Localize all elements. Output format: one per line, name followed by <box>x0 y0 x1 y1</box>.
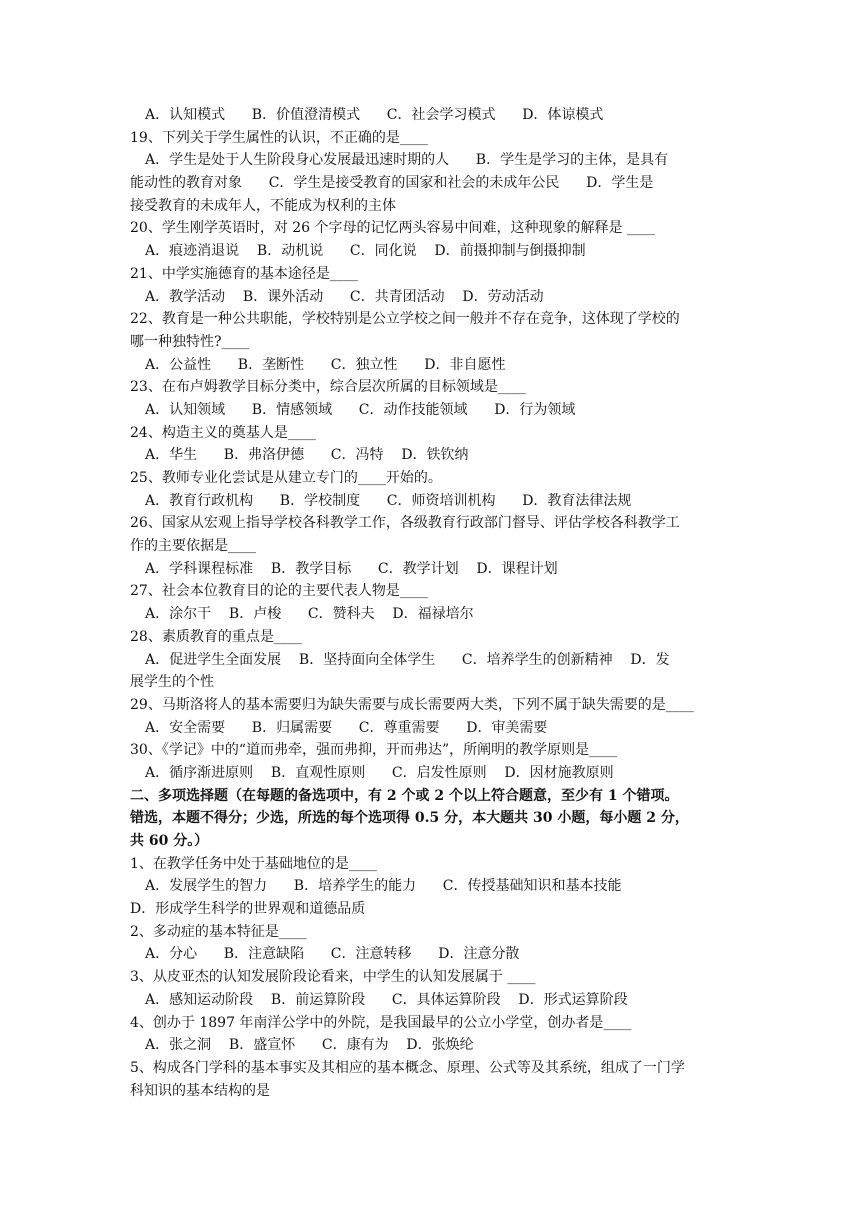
continuation-line: 哪一种独特性?____ <box>130 333 250 350</box>
options-line: A．认知领域 B．情感领域 C．动作技能领域 D．行为领域 <box>145 401 576 418</box>
section-heading-line: 共 60 分。） <box>130 833 209 849</box>
section-heading-line: 二、多项选择题（在每题的备选项中，有 2 个或 2 个以上符合题意，至少有 1 个错项。 <box>130 787 679 804</box>
options-line: A．涂尔干 B．卢梭 C．赞科夫 D．福禄培尔 <box>145 606 474 623</box>
question-line: 4、创办于 1897 年南洋公学中的外院，是我国最早的公立小学堂，创办者是____ <box>130 1014 632 1031</box>
options-line: A．循序渐进原则 B．直观性原则 C．启发性原则 D．因材施教原则 <box>145 764 614 781</box>
continuation-line: 接受教育的未成年人，不能成为权利的主体 <box>130 197 396 214</box>
options-line: A．分心 B．注意缺陷 C．注意转移 D．注意分散 <box>145 946 520 963</box>
question-line: 28、素质教育的重点是____ <box>130 628 302 645</box>
options-line: A．安全需要 B．归属需要 C．尊重需要 D．审美需要 <box>145 719 548 736</box>
continuation-line: 能动性的教育对象 C．学生是接受教育的国家和社会的未成年公民 D．学生是 <box>130 175 654 192</box>
options-line: A．教育行政机构 B．学校制度 C．师资培训机构 D．教育法律法规 <box>145 492 632 509</box>
question-line: 29、马斯洛将人的基本需要归为缺失需要与成长需要两大类，下列不属于缺失需要的是____ <box>130 696 694 713</box>
question-line: 30、《学记》中的“道而弗牵，强而弗抑，开而弗达”，所阐明的教学原则是____ <box>130 742 618 759</box>
question-line: 27、社会本位教育目的论的主要代表人物是____ <box>130 583 428 600</box>
question-line: 5、构成各门学科的基本事实及其相应的基本概念、原理、公式等及其系统，组成了一门学 <box>130 1059 685 1076</box>
question-line: 21、中学实施德育的基本途径是____ <box>130 265 358 282</box>
question-line: 20、学生刚学英语时，对 26 个字母的记忆两头容易中间难，这种现象的解释是 ____ <box>130 220 655 237</box>
document-page <box>130 104 740 1102</box>
question-line: 19、下列关于学生属性的认识，不正确的是____ <box>130 129 428 146</box>
continuation-line: 科知识的基本结构的是 <box>130 1082 270 1099</box>
options-line: A．张之洞 B．盛宣怀 C．康有为 D．张焕纶 <box>145 1037 474 1054</box>
continuation-line: 作的主要依据是____ <box>130 538 256 555</box>
continuation-line: D．形成学生科学的世界观和道德品质 <box>130 901 366 918</box>
options-line: A．华生 B．弗洛伊德 C．冯特 D．铁钦纳 <box>145 447 469 464</box>
options-line: A．促进学生全面发展 B．坚持面向全体学生 C．培养学生的创新精神 D．发 <box>145 651 670 668</box>
section-heading-line: 错选，本题不得分；少选，所选的每个选项得 0.5 分，本大题共 30 小题，每小题 2 分， <box>130 810 689 827</box>
options-line: A．教学活动 B．课外活动 C．共青团活动 D．劳动活动 <box>145 288 544 305</box>
question-line: 24、构造主义的奠基人是____ <box>130 424 316 441</box>
options-line: A．学生是处于人生阶段身心发展最迅速时期的人 B．学生是学习的主体，是具有 <box>145 152 669 169</box>
continuation-line: 展学生的个性 <box>130 674 214 691</box>
options-line: A．感知运动阶段 B．前运算阶段 C．具体运算阶段 D．形式运算阶段 <box>145 991 628 1008</box>
options-line: A．痕迹消退说 B．动机说 C．同化说 D．前摄抑制与倒摄抑制 <box>145 243 586 260</box>
question-line: 3、从皮亚杰的认知发展阶段论看来，中学生的认知发展属于 ____ <box>130 969 536 986</box>
question-line: 2、多动症的基本特征是____ <box>130 923 307 940</box>
question-line: 1、在教学任务中处于基础地位的是____ <box>130 855 377 872</box>
options-line: A．认知模式 B．价值澄清模式 C．社会学习模式 D．体谅模式 <box>145 107 604 123</box>
question-line: 25、教师专业化尝试是从建立专门的____开始的。 <box>130 470 442 486</box>
question-line: 26、国家从宏观上指导学校各科教学工作，各级教育行政部门督导、评估学校各科教学工 <box>130 515 680 532</box>
question-line: 22、教育是一种公共职能，学校特别是公立学校之间一般并不存在竞争，这体现了学校的 <box>130 311 680 328</box>
options-line: A．学科课程标准 B．教学目标 C．教学计划 D．课程计划 <box>145 560 558 577</box>
options-line: A．公益性 B．垄断性 C．独立性 D．非自愿性 <box>145 356 506 373</box>
question-line: 23、在布卢姆教学目标分类中，综合层次所属的目标领域是____ <box>130 379 526 396</box>
options-line: A．发展学生的智力 B．培养学生的能力 C．传授基础知识和基本技能 <box>145 878 622 895</box>
